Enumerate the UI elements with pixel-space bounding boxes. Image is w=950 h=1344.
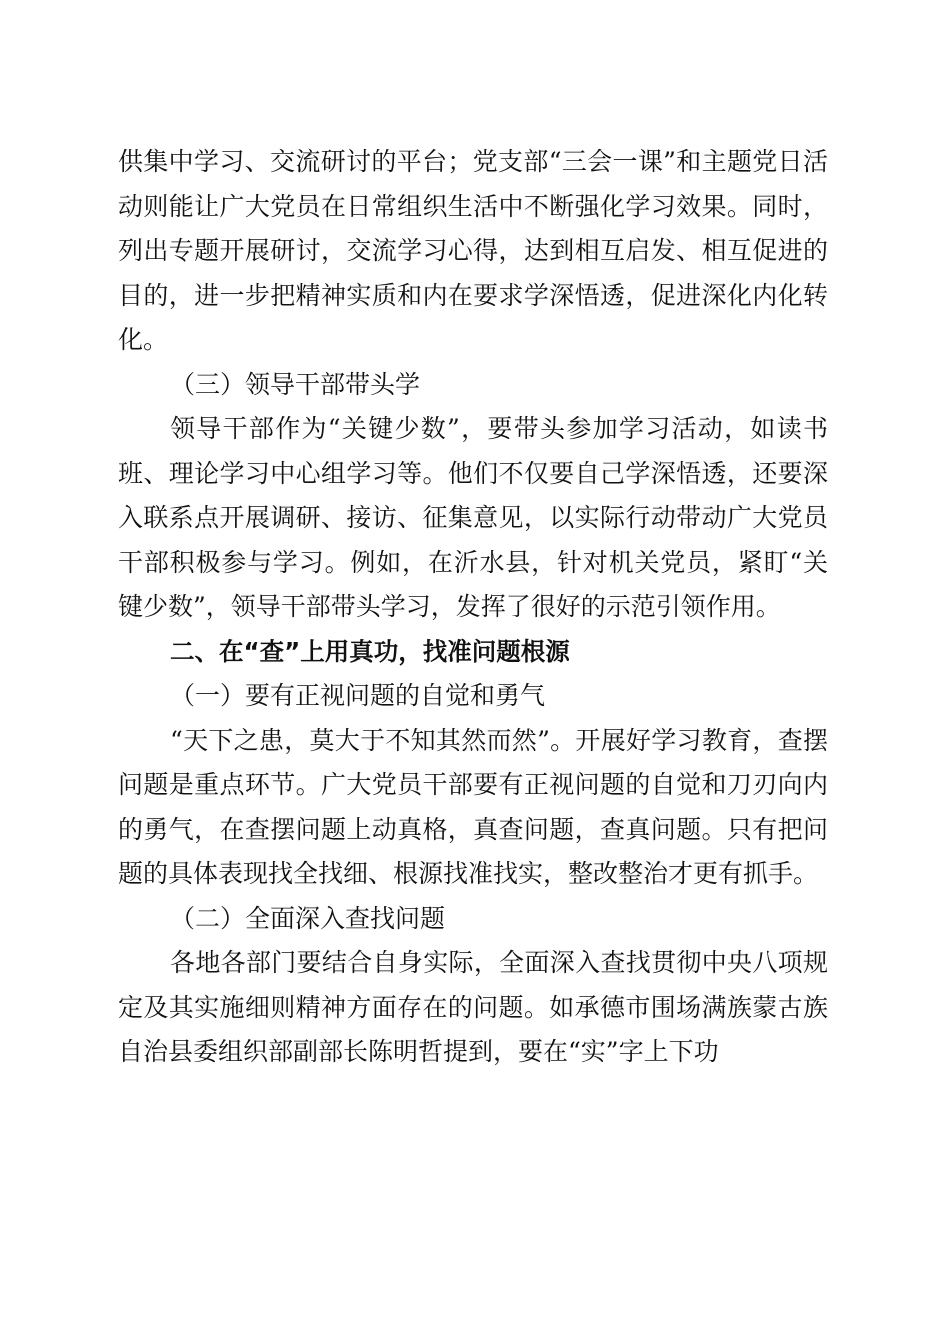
document-body [118,140,828,1075]
subheading-leaders-learn-first: （三）领导干部带头学 [170,369,421,399]
heading-section-two: 二、在“查”上用真功，找准问题根源 [170,636,570,666]
paragraph-find-problems: 各地各部门要结合自身实际，全面深入查找贯彻中央八项规定及其实施细则精神方面存在的问题。如承德市围场满族蒙古族自治县委组织部副部长陈明哲提到，要在“实”字上下功 [118,948,828,1066]
paragraph-leaders: 领导干部作为“关键少数”，要带头参加学习活动，如读书班、理论学习中心组学习等。他们不仅要自己学深悟透，还要深入联系点开展调研、接访、征集意见，以实际行动带动广大党员干部积极参与学习。例如，在沂水县，针对机关党员，紧盯“关键少数”，领导干部带头学习，发挥了很好的示范引领作用。 [118,414,828,621]
subheading-find-problems: （二）全面深入查找问题 [170,903,446,933]
subheading-face-problems: （一）要有正视问题的自觉和勇气 [170,681,546,710]
paragraph-face-problems: “天下之患，莫大于不知其然而然”。开展好学习教育，查摆问题是重点环节。广大党员干部要有正视问题的自觉和刀刃向内的勇气，在查摆问题上动真格，真查问题，查真问题。只有把问题的具体表现找全找细、根源找准找实，整改整治才更有抓手。 [118,725,828,888]
paragraph-continued: 供集中学习、交流研讨的平台；党支部“三会一课”和主题党日活动则能让广大党员在日常组织生活中不断强化学习效果。同时，列出专题开展研讨，交流学习心得，达到相互启发、相互促进的目的，进一步把精神实质和内在要求学深悟透，促进深化内化转化。 [118,147,828,354]
